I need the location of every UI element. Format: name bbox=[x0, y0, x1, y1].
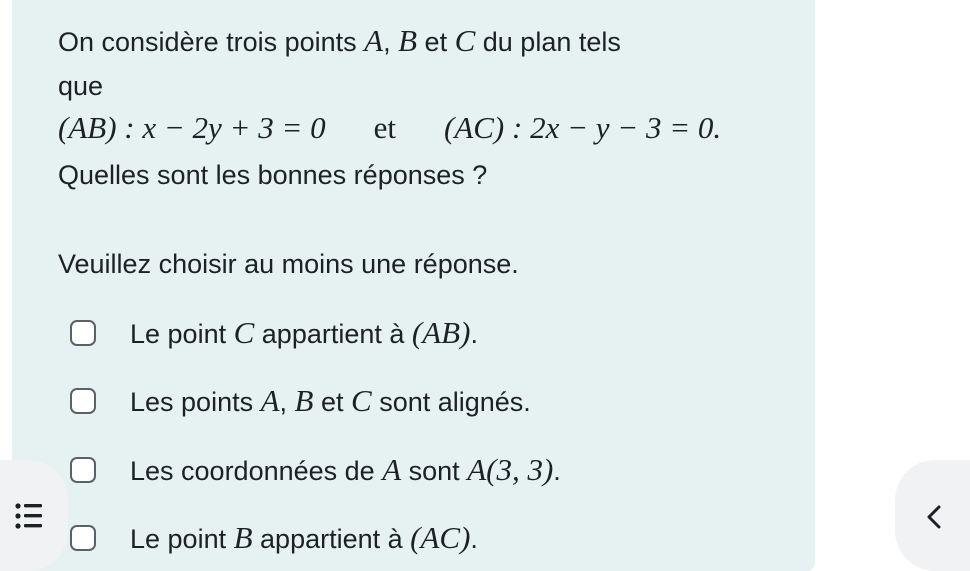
option-label: Les coordonnées de A sont A(3, 3). bbox=[130, 452, 561, 487]
instruction-text: Veuillez choisir au moins une réponse. bbox=[58, 249, 519, 279]
question-prompt: Quelles sont les bonnes réponses ? bbox=[58, 160, 488, 190]
question-list-toggle[interactable] bbox=[0, 460, 68, 571]
comma: , bbox=[383, 27, 399, 57]
question-text: On considère trois points bbox=[58, 27, 365, 57]
chevron-left-icon bbox=[925, 505, 943, 529]
checkbox[interactable] bbox=[70, 388, 96, 414]
equation-conj: et bbox=[373, 110, 396, 145]
option-label: Les points A, B et C sont alignés. bbox=[130, 383, 531, 418]
equation-ab: (AB) : x − 2y + 3 = 0 bbox=[58, 110, 326, 145]
list-icon bbox=[14, 502, 46, 530]
option-label: Le point B appartient à (AC). bbox=[130, 520, 478, 555]
equation-ac: (AC) : 2x − y − 3 = 0. bbox=[444, 110, 722, 145]
equations-line bbox=[58, 108, 721, 148]
math-A: A bbox=[364, 23, 384, 58]
question-line-1 bbox=[58, 24, 621, 59]
previous-button[interactable] bbox=[895, 460, 970, 571]
checkbox[interactable] bbox=[70, 525, 96, 551]
conj-et: et bbox=[417, 27, 455, 57]
math-C: C bbox=[454, 23, 476, 58]
checkbox[interactable] bbox=[70, 457, 96, 483]
question-line-2: que bbox=[58, 71, 104, 101]
math-B: B bbox=[398, 23, 418, 58]
option-label: Le point C appartient à (AB). bbox=[130, 315, 478, 350]
question-text-end: du plan tels bbox=[475, 27, 621, 57]
checkbox[interactable] bbox=[70, 320, 96, 346]
